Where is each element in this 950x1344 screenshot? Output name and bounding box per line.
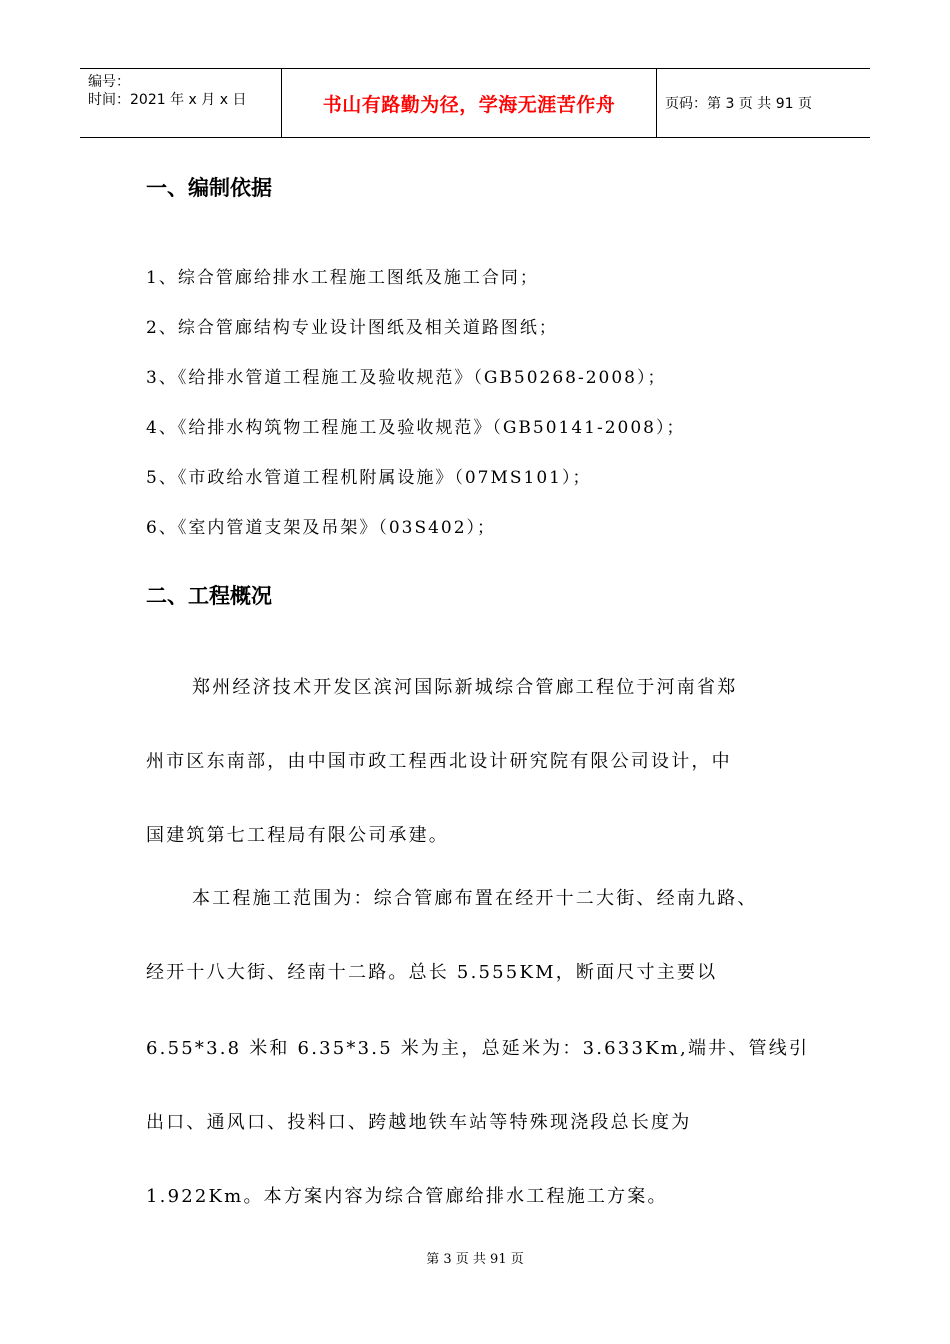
scope-line-2: 经开十八大街、经南十二路。总长 5.555KM，断面尺寸主要以: [146, 962, 718, 983]
scope-line-3: 6.55*3.8 米和 6.35*3.5 米为主，总延米为：3.633Km,端井、管线引: [146, 1038, 810, 1059]
scope-line-5: 1.922Km。本方案内容为综合管廊给排水工程施工方案。: [146, 1186, 668, 1207]
header-page-info: 页码：第 3 页 共 91 页: [665, 96, 812, 112]
basis-item-2: 2、综合管廊结构专业设计图纸及相关道路图纸；: [146, 318, 558, 338]
basis-item-5: 5、《市政给水管道工程机附属设施》（07MS101）；: [146, 468, 592, 488]
basis-item-1: 1、综合管廊给排水工程施工图纸及施工合同；: [146, 268, 539, 288]
header-motto-cell: [282, 69, 657, 137]
basis-item-6: 6、《室内管道支架及吊架》（03S402）；: [146, 518, 497, 538]
scope-line-4: 出口、通风口、投料口、跨越地铁车站等特殊现浇段总长度为: [146, 1112, 692, 1133]
overview-line-3: 国建筑第七工程局有限公司承建。: [146, 825, 449, 846]
page-header: [80, 68, 870, 138]
overview-line-1: 郑州经济技术开发区滨河国际新城综合管廊工程位于河南省郑: [192, 677, 738, 698]
number-label: 编号：: [88, 74, 130, 90]
basis-item-3: 3、《给排水管道工程施工及验收规范》（GB50268-2008）；: [146, 368, 667, 388]
page-footer: 第 3 页 共 91 页: [426, 1252, 524, 1267]
scope-line-1: 本工程施工范围为：综合管廊布置在经开十二大街、经南九路、: [192, 888, 758, 909]
header-meta: [80, 69, 282, 137]
overview-line-2: 州市区东南部，由中国市政工程西北设计研究院有限公司设计，中: [146, 751, 732, 772]
section2-title: 二、工程概况: [146, 584, 272, 608]
time-label: 时间：2021 年 x 月 x 日: [88, 92, 247, 108]
basis-item-4: 4、《给排水构筑物工程施工及验收规范》（GB50141-2008）；: [146, 418, 686, 438]
section1-title: 一、编制依据: [146, 176, 272, 200]
header-motto: 书山有路勤为径，学海无涯苦作舟: [322, 93, 616, 116]
